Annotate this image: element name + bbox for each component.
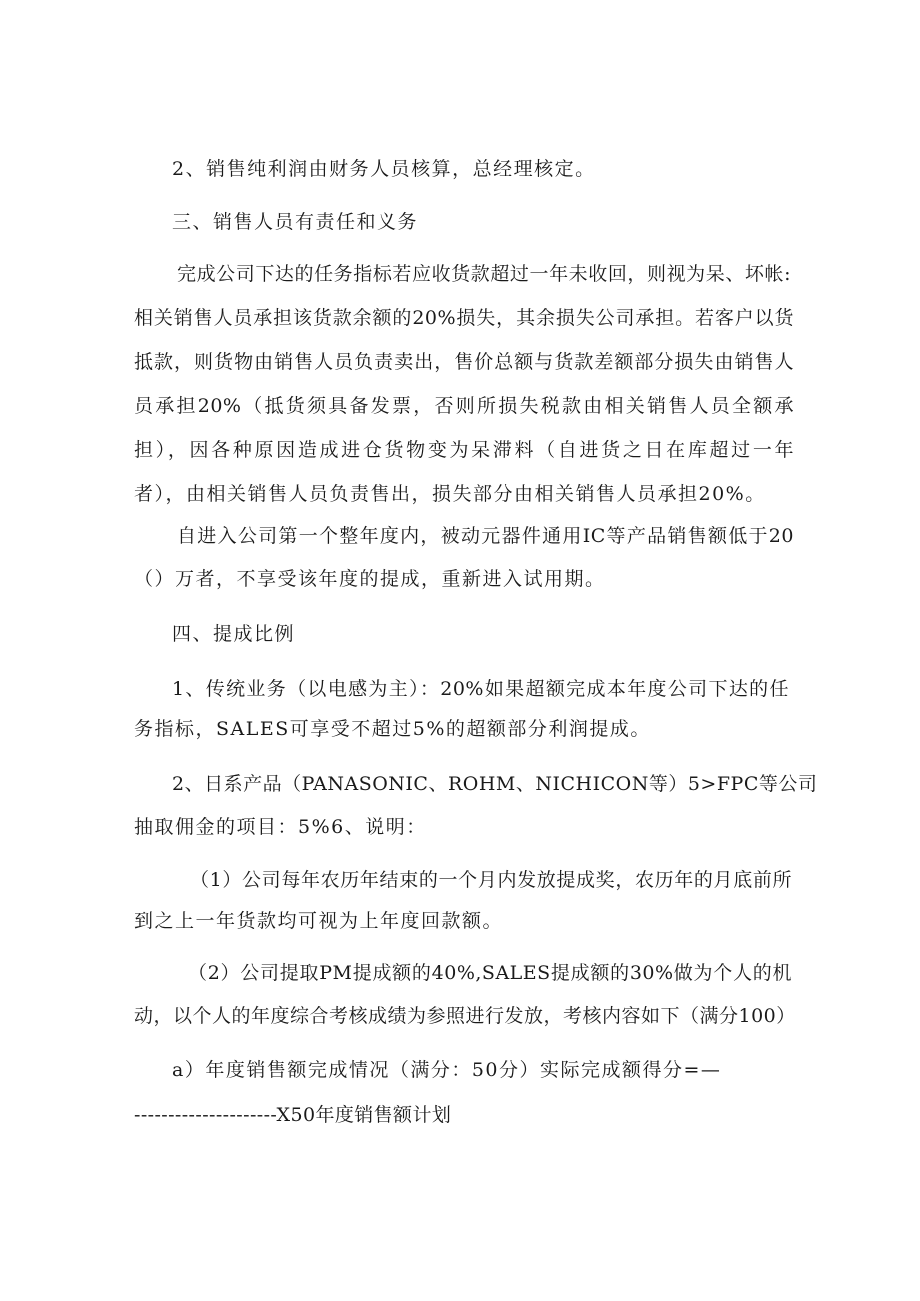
japanese-products-line: 2、日系产品（PANASONIC、ROHM、NICHICON等）5>FPC等公司 (172, 773, 818, 795)
sales-profit-clause: 2、销售纯利润由财务人员核算，总经理核定。 (172, 158, 596, 180)
traditional-business-line: 务指标，SALES可享受不超过5%的超额部分利润提成。 (134, 718, 651, 740)
annual-sales-formula-line: ---------------------X50年度销售额计划 (134, 1104, 452, 1126)
section-heading-commission: 四、提成比例 (172, 623, 296, 645)
duty-paragraph-line: 相关销售人员承担该货款余额的20%损失，其余损失公司承担。若客户以货 (134, 307, 794, 329)
section-heading-duties: 三、销售人员有责任和义务 (172, 211, 419, 233)
duty-paragraph-line: 完成公司下达的任务指标若应收货款超过一年未收回，则视为呆、坏帐: (177, 263, 791, 285)
japanese-products-line: 抽取佣金的项目：5%6、说明： (134, 816, 427, 838)
duty-paragraph-line: 担），因各种原因造成进仓货物变为呆滞料（自进货之日在库超过一年 (134, 439, 794, 461)
note-1-line: 到之上一年货款均可视为上年度回款额。 (134, 910, 504, 932)
duty-paragraph-line: 抵款，则货物由销售人员负责卖出，售价总额与货款差额部分损失由销售人 (134, 351, 794, 373)
duty-paragraph-line: 者），由相关销售人员负责售出，损失部分由相关销售人员承担20%。 (134, 483, 766, 505)
first-year-paragraph-line: 自进入公司第一个整年度内，被动元器件通用IC等产品销售额低于20 (177, 525, 794, 547)
annual-sales-score-line: a）年度销售额完成情况（满分：50分）实际完成额得分=— (172, 1059, 722, 1081)
note-1-line: （1）公司每年农历年结束的一个月内发放提成奖，农历年的月底前所 (190, 869, 792, 891)
first-year-paragraph-line: （）万者，不享受该年度的提成，重新进入试用期。 (134, 568, 606, 590)
duty-paragraph-line: 员承担20%（抵货须具备发票，否则所损失税款由相关销售人员全额承 (134, 395, 794, 417)
note-2-line: 动，以个人的年度综合考核成绩为参照进行发放，考核内容如下（满分100） (134, 1005, 796, 1027)
note-2-line: （2）公司提取PM提成额的40%,SALES提成额的30%做为个人的机 (188, 962, 792, 984)
traditional-business-line: 1、传统业务（以电感为主）：20%如果超额完成本年度公司下达的任 (172, 678, 789, 700)
